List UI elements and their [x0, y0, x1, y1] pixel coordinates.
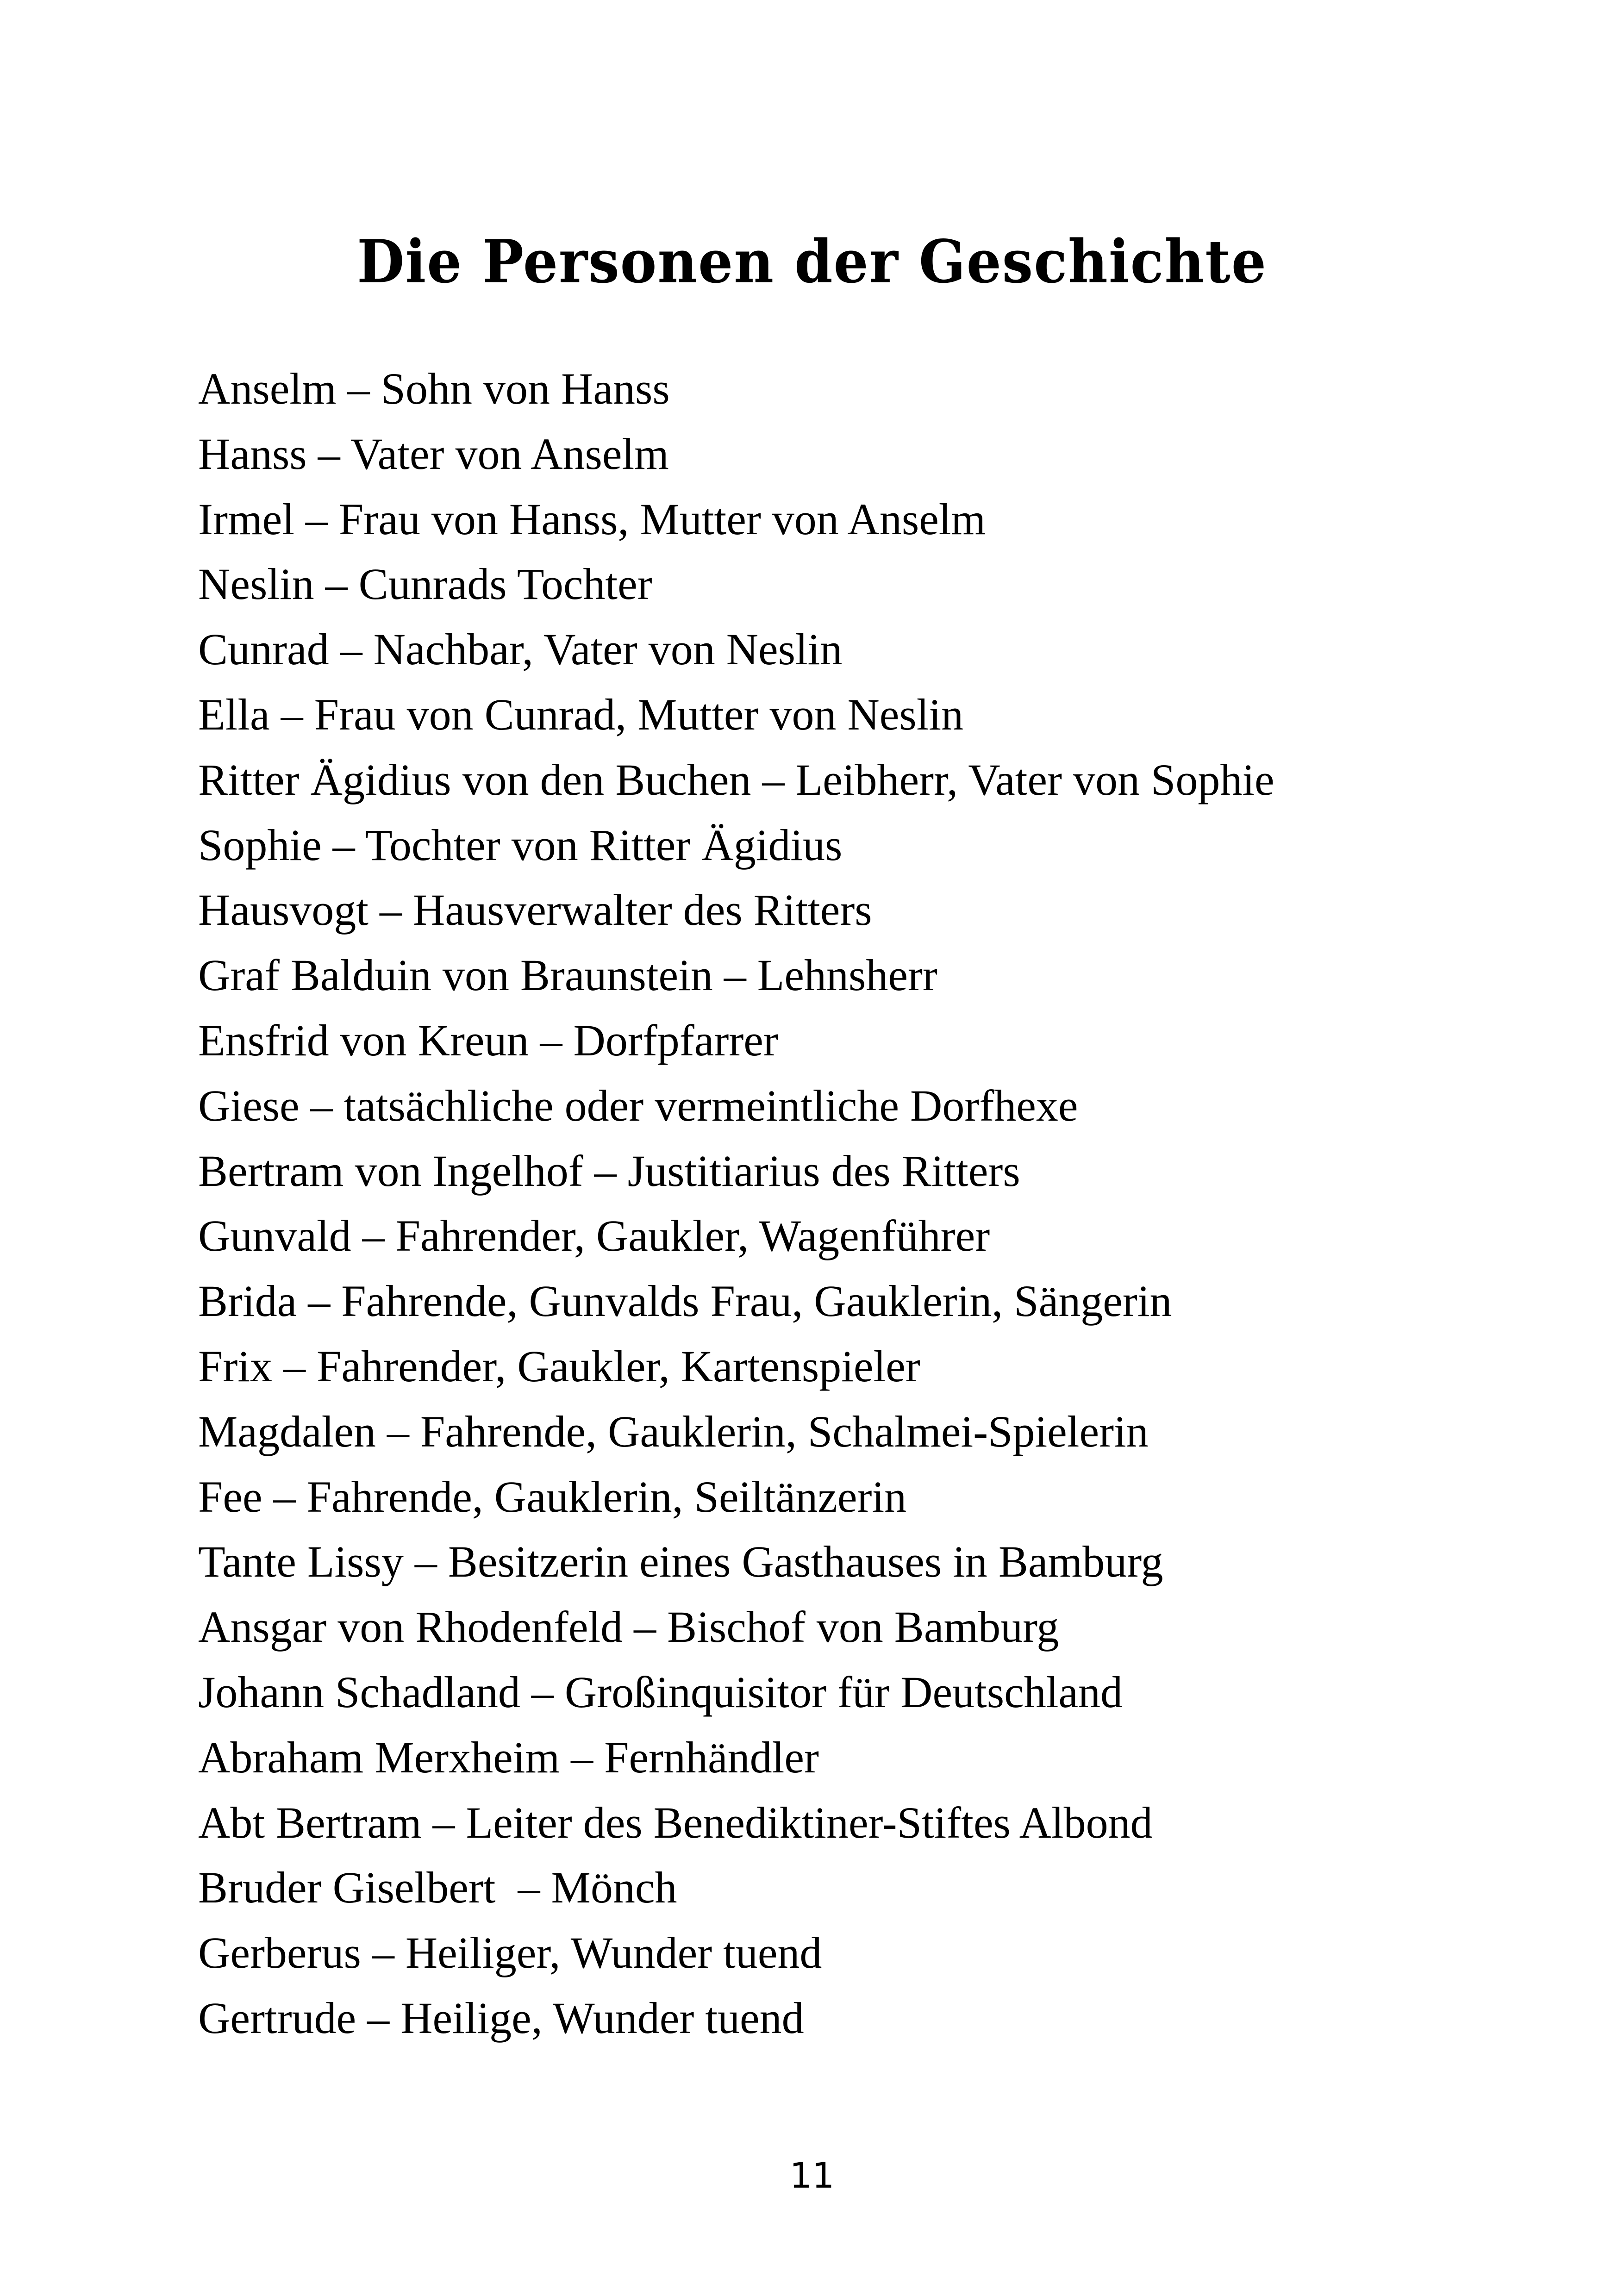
page-heading: Die Personen der Geschichte	[357, 226, 1267, 296]
list-item: Giese – tatsächliche oder vermeintliche Dorfhexe	[198, 1080, 1078, 1130]
page-number: 11	[789, 2155, 835, 2196]
list-item: Frix – Fahrender, Gaukler, Kartenspieler	[198, 1341, 920, 1391]
list-item: Irmel – Frau von Hanss, Mutter von Anselm	[198, 494, 986, 544]
list-item: Sophie – Tochter von Ritter Ägidius	[198, 820, 843, 870]
list-item: Hausvogt – Hausverwalter des Ritters	[198, 885, 872, 935]
list-item: Gertrude – Heilige, Wunder tuend	[198, 1993, 804, 2043]
list-item: Ansgar von Rhodenfeld – Bischof von Bamburg	[198, 1602, 1059, 1652]
list-item: Abt Bertram – Leiter des Benediktiner-Stiftes Albond	[198, 1797, 1153, 1847]
list-item: Neslin – Cunrads Tochter	[198, 559, 652, 609]
list-item: Ella – Frau von Cunrad, Mutter von Neslin	[198, 689, 964, 739]
list-item: Bruder Giselbert – Mönch	[198, 1863, 677, 1913]
list-item: Abraham Merxheim – Fernhändler	[198, 1732, 819, 1782]
list-item: Bertram von Ingelhof – Justitiarius des Ritters	[198, 1146, 1020, 1196]
list-item: Cunrad – Nachbar, Vater von Neslin	[198, 624, 843, 674]
list-item: Magdalen – Fahrende, Gauklerin, Schalmei-Spielerin	[198, 1406, 1149, 1456]
list-item: Johann Schadland – Großinquisitor für Deutschland	[198, 1667, 1123, 1717]
list-item: Brida – Fahrende, Gunvalds Frau, Gauklerin, Sängerin	[198, 1276, 1172, 1326]
list-item: Fee – Fahrende, Gauklerin, Seiltänzerin	[198, 1472, 907, 1522]
character-list	[198, 356, 1448, 2051]
list-item: Graf Balduin von Braunstein – Lehnsherr	[198, 950, 937, 1000]
list-item: Ensfrid von Kreun – Dorfpfarrer	[198, 1015, 778, 1065]
list-item: Ritter Ägidius von den Buchen – Leibherr, Vater von Sophie	[198, 755, 1274, 804]
list-item: Anselm – Sohn von Hanss	[198, 364, 670, 413]
list-item: Gerberus – Heiliger, Wunder tuend	[198, 1928, 822, 1978]
list-item: Hanss – Vater von Anselm	[198, 429, 669, 479]
list-item: Gunvald – Fahrender, Gaukler, Wagenführer	[198, 1211, 990, 1261]
list-item: Tante Lissy – Besitzerin eines Gasthauses in Bamburg	[198, 1537, 1163, 1587]
